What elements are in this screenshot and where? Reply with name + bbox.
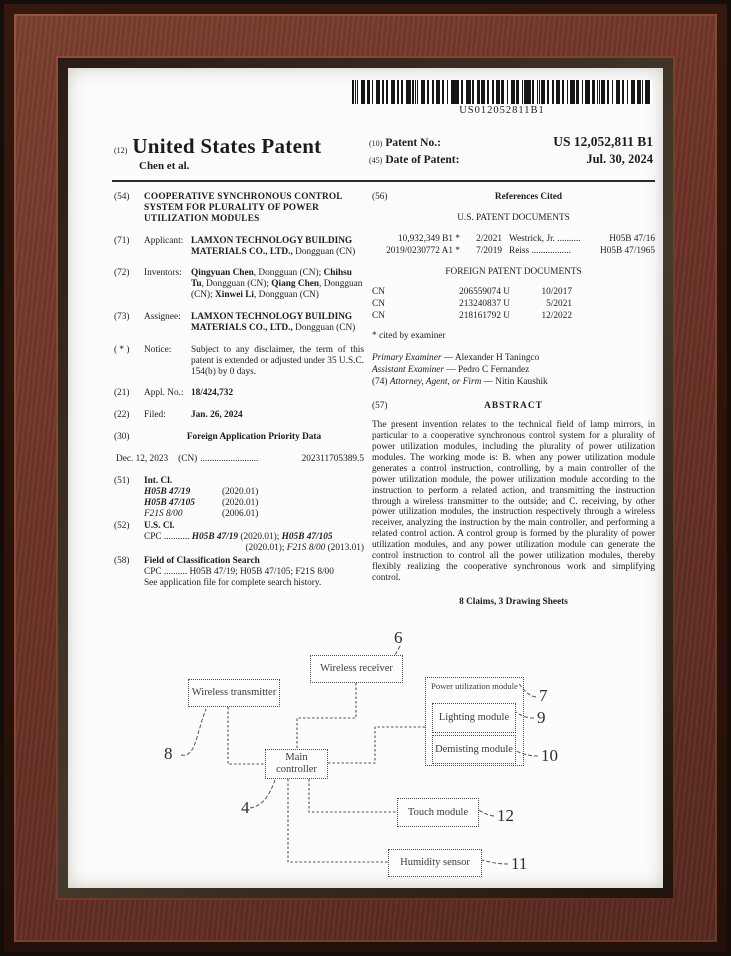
inventor-name: Chihsu Tu: [191, 268, 352, 290]
ref-numeral-10: 10: [541, 746, 558, 765]
field-tag: (52): [114, 521, 130, 532]
date-label: Date of Patent:: [385, 154, 460, 166]
field-tag: (51): [114, 475, 130, 486]
field-search-note: See application file for complete search history.: [144, 577, 322, 588]
applicant-name: LAMXON TECHNOLOGY BUILDING MATERIALS CO., LTD.,: [191, 235, 353, 257]
notice-block: [114, 345, 364, 378]
us-reference-row: 10,932,349 B1 * 2/2021 Westrick, Jr. .......... H05B 47/16: [398, 233, 655, 244]
abstract-text: The present invention relates to the technical field of lamp mirrors, in particular to a cooperative synchronous control system for a plurality of power utilization modules, including the plurality of power utilization modules. The working mode is: B. when any power utilization module generates a control instruction, controlling, by a main controller of the power utilization module, the power utilization module according to the instruction to perform a related action, and transmitting the instruction through a wireless transmitter to the outside; and C. receiving, by other power utilization modules, the instruction respectively through a wireless receiver, analyzing the instruction by the main controller, and performing a related control action. A control group is formed by the plurality of power utilization modules, and any power utilization module can generate the control instruction to control all the power utilization modules, thereby flexibly realizing the cooperative synchronous work and simplifying control.: [372, 420, 655, 583]
priority-data-line: [116, 454, 364, 465]
field-tag: (73): [114, 312, 130, 322]
line-controller-to-touch: [309, 779, 397, 812]
field-tag: (54): [114, 192, 130, 202]
frame-inner-lip: [58, 58, 673, 898]
field-tag: (72): [114, 268, 130, 279]
leader-7: [518, 682, 536, 697]
field-tag: (30): [114, 432, 130, 443]
barcode-image: [352, 80, 652, 104]
field-search-block: [114, 556, 364, 589]
us-cl-cpc-line1: CPC ........... H05B 47/19 (2020.01); H05B 47/105: [144, 532, 333, 543]
patent-header: [114, 134, 653, 172]
header-right: [369, 134, 653, 172]
ref-numeral-12: 12: [497, 806, 514, 825]
leader-6: [374, 646, 400, 660]
applicant-city: Dongguan (CN): [295, 246, 356, 257]
box-main-controller: Main controller: [265, 749, 328, 779]
header-left: [114, 134, 321, 172]
dot-leader: .........................: [200, 454, 259, 464]
applicant-label: Applicant:: [144, 235, 184, 246]
filed-block: [114, 410, 364, 421]
box-humidity-sensor: Humidity sensor: [388, 849, 482, 877]
abstract-heading-block: [372, 401, 655, 412]
box-touch-module: Touch module: [397, 798, 479, 827]
inventor-name: Qingyuan Chen: [191, 268, 254, 279]
page-title: United States Patent: [132, 134, 322, 158]
us-cl-cpc-line2: (2020.01); F21S 8/00 (2013.01): [245, 543, 364, 554]
applicant-value: [191, 236, 364, 258]
line-transmitter-to-controller: [228, 707, 265, 764]
frame-dark-band: [4, 4, 727, 952]
box-power-utilization-module: [425, 677, 524, 766]
patent-front-page: [68, 68, 663, 888]
frame-inner-ridge: [56, 56, 675, 900]
leader-9: [512, 709, 534, 718]
inventor-name: Xinwei Li: [215, 290, 255, 301]
power-module-label: Power utilization module: [431, 681, 518, 691]
foreign-reference-row: CN 206559074 U 10/2017: [372, 287, 572, 298]
field-tag: (58): [114, 556, 130, 566]
notice-label: Notice:: [144, 344, 172, 355]
left-column: [114, 192, 364, 607]
int-cl-entry: F21S 8/00 (2006.01): [144, 508, 259, 519]
date-code: (45): [369, 156, 383, 165]
leader-11: [482, 860, 508, 864]
inventors-block: [114, 268, 364, 301]
assignee-block: [114, 312, 364, 334]
inventor-name: Qiang Chen: [271, 279, 320, 290]
ref-numeral-8: 8: [164, 744, 173, 763]
inventors-short: Chen et al.: [139, 160, 190, 172]
filed-label: Filed:: [144, 410, 166, 421]
assignee-city: Dongguan (CN): [295, 322, 356, 333]
field-search-cpc: CPC .......... H05B 47/19; H05B 47/105; F21S 8/00: [144, 566, 334, 577]
kind-code: (12): [114, 146, 128, 155]
body-columns: [114, 192, 655, 607]
leader-4: [250, 780, 275, 808]
leader-12: [479, 810, 494, 816]
patent-no-label: Patent No.:: [385, 137, 441, 149]
int-cl-label: Int. Cl.: [144, 475, 173, 486]
appl-no-block: [114, 388, 364, 399]
assistant-examiner-line: Assistant Examiner — Pedro C Fernandez: [372, 364, 530, 375]
ref-numeral-7: 7: [539, 686, 548, 705]
field-tag: (57): [372, 400, 388, 411]
barcode-block: [352, 80, 652, 116]
assignee-name: LAMXON TECHNOLOGY BUILDING MATERIALS CO., LTD.,: [191, 312, 353, 333]
references-heading: References Cited: [494, 192, 563, 202]
line-controller-to-power-module: [328, 727, 425, 763]
assignee-value: [191, 312, 364, 334]
box-lighting-module: Lighting module: [432, 703, 516, 733]
us-cl-label: U.S. Cl.: [144, 521, 175, 532]
int-cl-block: [114, 476, 364, 520]
ref-numeral-9: 9: [537, 708, 546, 727]
int-cl-entry: H05B 47/19 (2020.01): [144, 486, 259, 497]
priority-date: Dec. 12, 2023: [116, 454, 169, 464]
ref-numeral-11: 11: [511, 854, 528, 873]
invention-title-block: [114, 192, 364, 225]
priority-heading-block: [114, 432, 364, 443]
us-cl-block: [114, 521, 364, 554]
line-receiver-to-controller: [297, 683, 356, 749]
notice-text: Subject to any disclaimer, the term of this patent is extended or adjusted under 35 U.S.C. 154(b) by 0 days.: [191, 344, 364, 377]
invention-title: COOPERATIVE SYNCHRONOUS CONTROL SYSTEM FOR PLURALITY OF POWER UTILIZATION MODULES: [144, 192, 343, 224]
attorney-line: (74) Attorney, Agent, or Firm — Nitin Kaushik: [372, 376, 548, 387]
priority-heading: Foreign Application Priority Data: [186, 432, 322, 443]
assignee-label: Assignee:: [144, 312, 181, 322]
patent-no-code: (10): [369, 139, 383, 148]
ref-numeral-6: 6: [394, 628, 403, 647]
patent-date: Jul. 30, 2024: [586, 152, 653, 166]
patent-number: US 12,052,811 B1: [553, 134, 653, 149]
cited-by-examiner-note: * cited by examiner: [372, 331, 446, 341]
foreign-reference-row: CN 218161792 U 12/2022: [372, 311, 572, 322]
filed-value: Jan. 26, 2024: [191, 410, 243, 421]
int-cl-entry: H05B 47/105 (2020.01): [144, 497, 259, 508]
leader-10: [514, 750, 538, 756]
box-demisting-module: Demisting module: [432, 735, 516, 764]
right-column: [372, 192, 655, 607]
field-tag: ( * ): [114, 344, 130, 355]
priority-number: 202311705389.5: [301, 454, 364, 464]
barcode-text: US012052811B1: [459, 105, 545, 116]
line-controller-to-humidity: [288, 779, 388, 862]
foreign-docs-heading: FOREIGN PATENT DOCUMENTS: [445, 266, 582, 277]
box-wireless-transmitter: Wireless transmitter: [188, 679, 280, 707]
us-docs-heading: U.S. PATENT DOCUMENTS: [457, 212, 570, 223]
field-tag: (22): [114, 410, 130, 421]
abstract-heading: ABSTRACT: [484, 400, 543, 411]
ref-numeral-4: 4: [241, 798, 250, 817]
claims-note: 8 Claims, 3 Drawing Sheets: [459, 596, 568, 607]
appl-no-label: Appl. No.:: [144, 388, 184, 399]
frame-wood-band: [16, 16, 715, 940]
field-search-label: Field of Classification Search: [144, 556, 260, 566]
appl-no-value: 18/424,732: [191, 388, 234, 399]
box-wireless-receiver: Wireless receiver: [310, 655, 403, 683]
field-tag: (71): [114, 235, 130, 246]
field-tag: (56): [372, 192, 388, 202]
foreign-reference-row: CN 213240837 U 5/2021: [372, 299, 572, 310]
applicant-block: [114, 236, 364, 258]
inventors-list: Qingyuan Chen, Dongguan (CN); Chihsu Tu, Dongguan (CN); Qiang Chen, Dongguan (CN); Xinwei Li, Dongguan (CN): [191, 268, 363, 301]
primary-examiner-line: Primary Examiner — Alexander H Taningco: [372, 352, 540, 363]
priority-country: (CN): [178, 454, 198, 464]
us-reference-row: 2019/0230772 A1 * 7/2019 Reiss ................. H05B 47/1965: [386, 245, 655, 256]
header-divider: [112, 180, 655, 182]
inventors-label: Inventors:: [144, 268, 182, 279]
leader-8: [181, 709, 206, 755]
frame-highlight-ridge: [14, 14, 717, 942]
field-tag: (21): [114, 388, 130, 399]
references-heading-block: [372, 192, 655, 203]
